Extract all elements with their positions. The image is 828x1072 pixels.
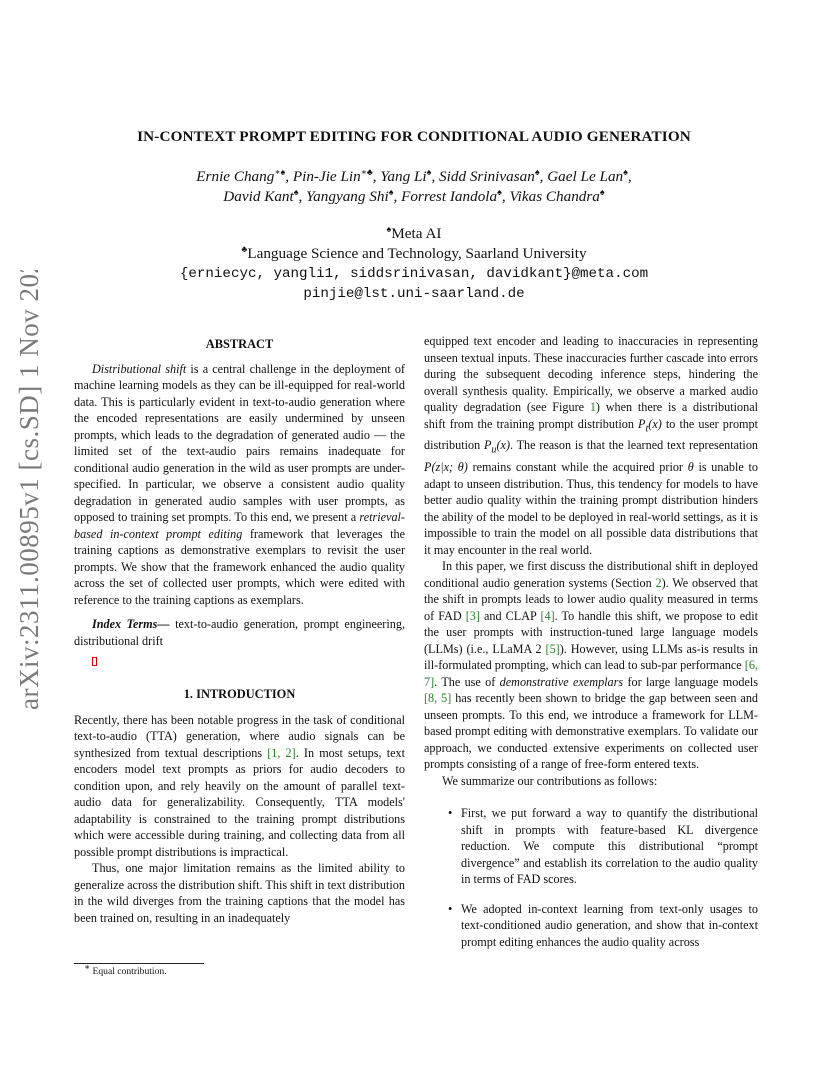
citation-link[interactable]: [1, 2] <box>267 745 296 760</box>
abstract-lead: Distributional shift <box>92 361 187 376</box>
author-name: Vikas Chandra <box>509 188 600 205</box>
footnote-rule <box>74 963 204 964</box>
affiliation-mark: ♠ <box>386 223 392 234</box>
footnote-mark: ∗ <box>84 961 91 972</box>
affiliation-meta <box>0 224 828 244</box>
author-mark: ♠ <box>534 166 540 177</box>
footnote <box>84 961 167 977</box>
section-link[interactable]: 2 <box>655 575 662 590</box>
list-item-text: We adopted in-context learning from text-only usages to text-conditioned audio generation, and show that in-context prompt editing enhances the audio quality across <box>461 901 758 949</box>
math-subscript: t <box>645 422 649 434</box>
email-meta: {erniecyc, yangli1, siddsrinivasan, davidkant}@meta.com <box>179 266 649 282</box>
intro-paragraph-2: Thus, one major limitation remains as the limited ability to generalize across the distribution shift. This shift in text distribution in the wild diverges from the training captions that the model has been trained on, resulting in an inadequately <box>74 861 405 925</box>
math-subscript: u <box>491 444 497 456</box>
body-text: . To handle this shift, we propose to edit the user prompts with instruction-tuned large language models (LLMs) (i.e., LLaMA 2 <box>424 608 758 656</box>
body-paragraph-1 <box>424 333 758 558</box>
citation-link[interactable]: [6, 7] <box>424 658 758 689</box>
abstract-text <box>74 361 405 609</box>
body-text: is unable to adapt to unseen distribution. Thus, this tendency for models to have better audio quality within the training prompt distribution hinders the ability of the model to be deployed in real-world settings, as it is impossible to train the model on all possible data distributions that it may encounter in the real world. <box>424 460 758 557</box>
citation-link[interactable]: [8, 5] <box>424 691 452 706</box>
body-text: ) when there is a distributional shift from the training prompt distribution <box>424 400 758 431</box>
author-mark: ♠ <box>599 186 605 197</box>
bullet-icon: • <box>448 901 453 916</box>
index-terms-label: Index Terms— <box>92 617 170 631</box>
list-item-text: First, we put forward a way to quantify the distributional shift in prompts with feature-based KL divergence reduction. We compute this distributional “prompt divergence” and establish its correlation to the audio quality in terms of FAD scores. <box>461 806 758 887</box>
intro-text: . In most setups, text encoders model text prompts as priors for audio decoders to condition upon, and rely heavily on the amount of parallel text-audio data for generalizability. Consequently, TTA models' adaptability is constrained to the training prompt distributions which were accessible during training, and collecting data from all possible prompt distributions is impractical. <box>74 745 405 859</box>
author-mark: ♠ <box>497 186 502 197</box>
author-name: Sidd Srinivasan <box>439 168 535 185</box>
right-column <box>424 333 758 963</box>
math-symbol: P <box>483 438 492 453</box>
author-line-2: David Kant♠, Yangyang Shi♠, Forrest Iandola♠, Vikas Chandra♠ <box>223 186 605 205</box>
math-symbol: P <box>638 416 646 431</box>
paper-title: IN-CONTEXT PROMPT EDITING FOR CONDITIONAL AUDIO GENERATION <box>137 128 691 145</box>
author-name: Yangyang Shi <box>306 188 389 205</box>
citation-link[interactable]: [5] <box>545 641 560 656</box>
citation-link[interactable]: [3] <box>465 608 480 623</box>
author-name: Pin-Jie Lin <box>292 168 361 185</box>
author-line-1: Ernie Chang∗♠, Pin-Jie Lin∗♣, Yang Li♠, Sidd Srinivasan♠, Gael Le Lan♠, <box>196 166 632 185</box>
body-text: remains constant while the acquired prior <box>467 460 688 475</box>
contribution-list <box>424 805 758 950</box>
arxiv-id-text: arXiv:2311.00895v1 [cs.SD] 1 Nov 2023 <box>14 270 44 710</box>
list-item <box>424 901 758 951</box>
citation-link[interactable]: [4] <box>540 608 555 623</box>
body-text: ). However, using LLMs as-is results in ill-formulated prompting, which can lead to sub-par performance <box>424 641 758 673</box>
figure-link[interactable]: 1 <box>589 400 596 414</box>
affiliation-name: Meta AI <box>391 225 442 242</box>
body-text: . The use of <box>434 674 500 689</box>
body-text: has recently been shown to bridge the gap between seen and unseen prompts. To this end, we introduce a framework for LLM-based prompt editing with demonstrative exemplars. To validate our approach, we conducted extensive experiments on collected user prompts consisting of a range of free-form entered texts. <box>424 691 759 772</box>
index-terms <box>74 616 405 649</box>
body-text: for large language models <box>623 674 758 689</box>
affiliation-name: Language Science and Technology, Saarland University <box>247 245 587 262</box>
math-argument: (x) <box>496 438 511 453</box>
abstract-italic-phrase: retrieval-based in-context prompt editing <box>74 510 405 541</box>
italic-phrase: demonstrative exemplars <box>499 674 624 689</box>
author-name: Gael Le Lan <box>547 168 624 185</box>
body-paragraph-3: We summarize our contributions as follows: <box>442 773 658 788</box>
math-expression: P(z|x; θ) <box>424 460 468 475</box>
abstract-part: framework that leverages the training captions as demonstrative exemplars to revisit the user prompts. We show that the framework enhanced the audio quality across the set of collected user prompts, which were edited with reference to the training captions as exemplars. <box>74 526 405 607</box>
list-item <box>424 805 758 888</box>
affiliation-saarland <box>0 244 828 264</box>
intro-paragraph-1 <box>74 712 405 861</box>
author-list <box>0 167 828 207</box>
body-text: . The reason is that the learned text representation <box>510 438 759 453</box>
author-name: David Kant <box>223 188 294 205</box>
author-name: Forrest Iandola <box>401 188 498 205</box>
footnote-text: Equal contribution. <box>90 966 167 977</box>
math-symbol: θ <box>687 460 694 475</box>
author-mark: ∗♣ <box>360 166 373 177</box>
affiliations <box>0 224 828 304</box>
author-mark: ♠ <box>293 186 299 197</box>
left-column <box>74 336 405 926</box>
arxiv-identifier-stamp <box>8 270 48 720</box>
bullet-icon: • <box>448 806 453 821</box>
body-text: ). We observed that the shift in prompts leads to lower audio quality measured in terms of FAD <box>424 575 758 623</box>
body-text: to the user prompt distribution <box>424 416 759 453</box>
index-terms-text: text-to-audio generation, prompt engineering, distributional drift <box>74 617 405 648</box>
author-mark: ♠ <box>623 166 628 177</box>
body-paragraph-2 <box>424 558 758 773</box>
body-text: equipped text encoder and leading to inaccuracies in representing unseen textual inputs. These inaccuracies further cascade into errors during the subsequent decoding inference steps, hindering the overall synthesis quality. Empirically, we observe a marked audio quality degradation (see Figure <box>424 334 758 414</box>
math-argument: (x) <box>648 416 662 431</box>
body-text: and CLAP <box>479 608 541 623</box>
author-mark: ♠ <box>388 186 394 197</box>
introduction-heading: 1. INTRODUCTION <box>183 687 296 701</box>
body-text: In this paper, we first discuss the distributional shift in deployed conditional audio generation systems (Section <box>424 559 758 590</box>
red-annotation-mark <box>92 657 97 666</box>
affiliation-mark: ♣ <box>241 243 248 254</box>
abstract-part: is a central challenge in the deployment of machine learning models as they can be ill-equipped for real-world data. This is particularly evident in text-to-audio generation where the encoded representations are easily undermined by unseen prompts, which leads to the degradation of generated audio — the limited set of the text-audio pairs remains inadequate for conditional audio generation in the wild as user prompts are under-specified. In particular, we observe a consistent audio quality degradation in generated audio samples with user prompts, as opposed to training set prompts. To this end, we present a <box>74 361 405 524</box>
author-name: Yang Li <box>380 168 427 185</box>
author-name: Ernie Chang <box>196 168 275 185</box>
author-mark: ♠ <box>426 166 432 177</box>
author-mark: ∗♠ <box>274 166 286 177</box>
intro-text: Recently, there has been notable progress in the task of conditional text-to-audio (TTA) generation, where audio signals can be synthesized from textual descriptions <box>74 712 405 760</box>
email-saarland: pinjie@lst.uni-saarland.de <box>303 286 525 302</box>
abstract-heading: ABSTRACT <box>205 337 274 351</box>
